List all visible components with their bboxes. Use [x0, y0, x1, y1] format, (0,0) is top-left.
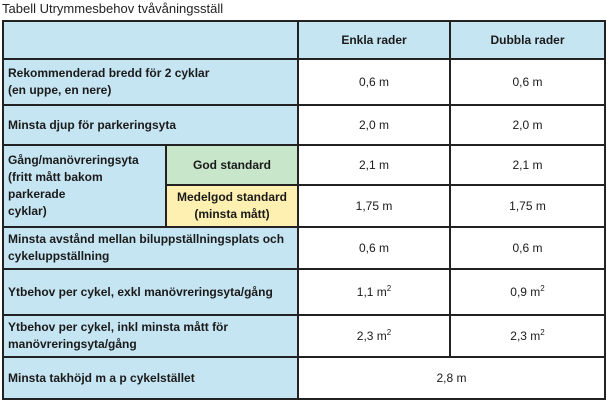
row-label: Rekommenderad bredd för 2 cyklar (en uppe, en nere) — [3, 59, 298, 105]
table-row — [3, 269, 605, 315]
value-double: 2,0 m — [450, 105, 605, 145]
table-row — [3, 145, 605, 185]
value-single: 2,3 $m^2$ — [298, 315, 450, 357]
table-caption: Tabell Utrymmesbehov tvåvåningsställ — [2, 1, 224, 16]
row-label: Minsta djup för parkeringsyta — [3, 105, 298, 145]
value-double: 2,1 m — [450, 145, 605, 185]
row-label: Ytbehov per cykel, inkl minsta mått för manövreringsyta/gång — [3, 315, 298, 357]
value-merged: 2,8 m — [298, 357, 605, 399]
table-row — [3, 357, 605, 399]
row-label: Minsta takhöjd m a p cykelstället — [3, 357, 298, 399]
value-double: 0,6 m — [450, 227, 605, 269]
table-row — [3, 227, 605, 269]
row-label: Ytbehov per cykel, exkl manövreringsyta/gång — [3, 269, 298, 315]
value-double: 0,6 m — [450, 59, 605, 105]
header-single-rows: Enkla rader — [298, 21, 450, 59]
row-label: Gång/manövreringsyta (fritt mått bakom parkerade cyklar) — [3, 145, 166, 227]
value-single: 1,1 $m^2$ — [298, 269, 450, 315]
value-single: 0,6 m — [298, 227, 450, 269]
value-single: 1,75 m — [298, 185, 450, 227]
header-row — [3, 21, 605, 59]
medium-standard-cell: Medelgod standard (minsta mått) — [166, 185, 298, 227]
value-single: 2,1 m — [298, 145, 450, 185]
table-row — [3, 315, 605, 357]
table-row — [3, 105, 605, 145]
value-single: 2,0 m — [298, 105, 450, 145]
space-requirements-table — [2, 20, 606, 400]
value-double: 1,75 m — [450, 185, 605, 227]
value-single: 0,6 m — [298, 59, 450, 105]
header-double-rows: Dubbla rader — [450, 21, 605, 59]
good-standard-cell: God standard — [166, 145, 298, 185]
value-double: 2,3 $m^2$ — [450, 315, 605, 357]
table-row — [3, 59, 605, 105]
row-label: Minsta avstånd mellan biluppställningsplats och cykeluppställning — [3, 227, 298, 269]
value-double: 0,9 $m^2$ — [450, 269, 605, 315]
header-empty-cell — [3, 21, 298, 59]
